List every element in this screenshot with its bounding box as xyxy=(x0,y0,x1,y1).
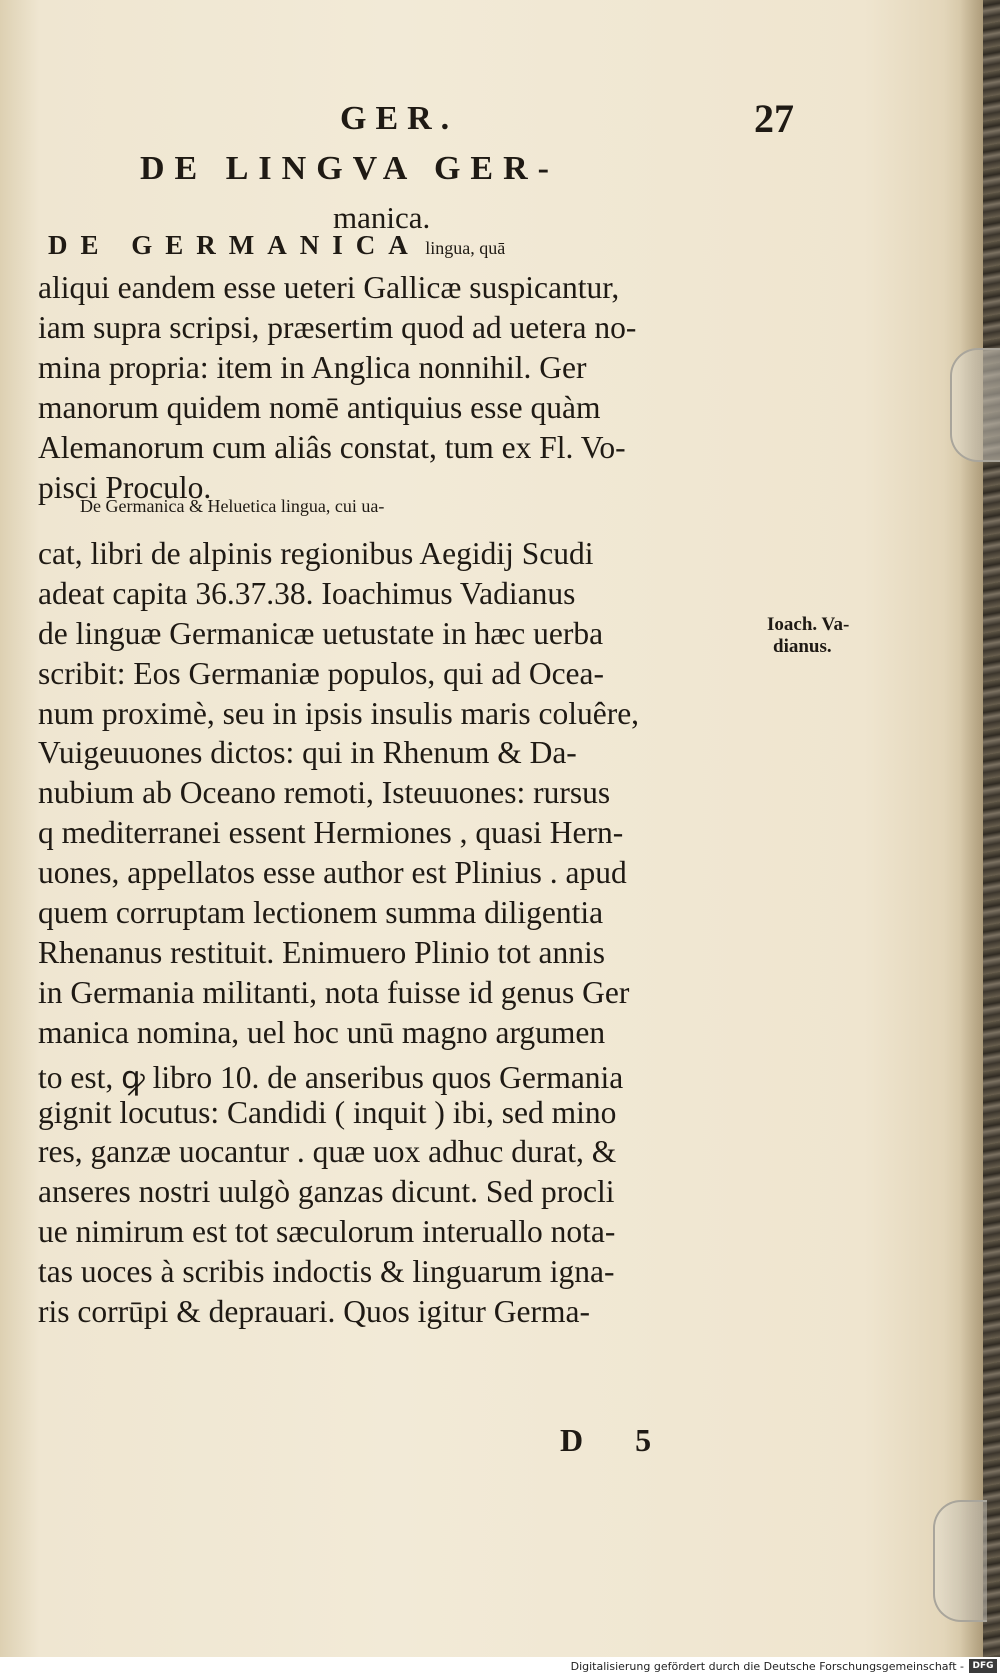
margin-note xyxy=(767,614,917,658)
text-line: cat, libri de alpinis regionibus Aegidij Scudi xyxy=(38,535,594,571)
text-line-rest: lingua, quā xyxy=(420,238,506,258)
text-line: scribit: Eos Germaniæ populos, qui ad Ocea- xyxy=(38,655,605,691)
text-line: to est, ꝙ libro 10. de anseribus quos Germania xyxy=(38,1059,624,1095)
lead-capitals: DE GERMANICA xyxy=(48,230,421,260)
text-line: anseres nostri uulgò ganzas dicunt. Sed procli xyxy=(38,1174,615,1210)
text-line: nubium ab Oceano remoti, Isteuuones: rursus xyxy=(38,775,611,811)
text-line: ris corrūpi & deprauari. Quos igitur Germa- xyxy=(38,1294,590,1329)
margin-note-line: dianus. xyxy=(773,636,832,657)
text-line: quem corruptam lectionem summa diligentia xyxy=(38,895,604,930)
text-line: gignit locutus: Candidi ( inquit ) ibi, sed mino xyxy=(38,1094,617,1130)
page-clip xyxy=(933,1500,987,1622)
text-line: num proximè, seu in ipsis insulis maris coluêre, xyxy=(38,695,640,731)
text-line: de linguæ Germanicæ uetustate in hæc uerba xyxy=(38,615,604,651)
text-line: in Germania militanti, nota fuisse id genus Ger xyxy=(38,974,630,1010)
page-number: 27 xyxy=(754,96,794,141)
text-line: iam supra scripsi, præsertim quod ad uetera no- xyxy=(38,310,637,345)
page-clip xyxy=(950,348,1000,462)
text-line xyxy=(48,230,770,261)
section-title: DE LINGVA GER- xyxy=(140,150,559,187)
text-line: Rhenanus restituit. Enimuero Plinio tot annis xyxy=(38,934,605,970)
book-cover-edge xyxy=(983,0,1000,1660)
funding-notice: Digitalisierung gefördert durch die Deutsche Forschungsgemeinschaft - xyxy=(570,1660,964,1673)
text-line: Vuigeuuones dictos: qui in Rhenum & Da- xyxy=(38,735,577,771)
text-line: res, ganzæ uocantur . quæ uox adhuc durat, & xyxy=(38,1134,617,1170)
text-line: q mediterranei essent Hermiones , quasi Hern- xyxy=(38,815,624,851)
text-line: De Germanica & Heluetica lingua, cui ua- xyxy=(80,496,385,516)
page-edge-shadow xyxy=(960,0,984,1657)
dfg-logo: DFG xyxy=(969,1659,997,1673)
text-line: manorum quidem nomē antiquius esse quàm xyxy=(38,390,601,425)
running-header: GER. xyxy=(340,100,459,137)
text-line: adeat capita 36.37.38. Ioachimus Vadianus xyxy=(38,575,576,611)
text-line: uones, appellatos esse author est Plinius . apud xyxy=(38,855,627,891)
text-line: Alemanorum cum aliâs constat, tum ex Fl. Vo- xyxy=(38,430,626,465)
text-line: ue nimirum est tot sæculorum interuallo nota- xyxy=(38,1214,616,1250)
text-line: mina propria: item in Anglica nonnihil. Ger xyxy=(38,350,587,385)
section-title-continued: manica. xyxy=(333,200,431,235)
text-line: tas uoces à scribis indoctis & linguarum igna- xyxy=(38,1254,615,1290)
text-line: aliqui eandem esse ueteri Gallicæ suspicantur, xyxy=(38,270,620,305)
signature-mark: D 5 xyxy=(560,1422,674,1458)
text-line: pisci Proculo. xyxy=(38,470,212,505)
margin-note-line: Ioach. Va- xyxy=(767,614,850,635)
text-line: manica nomina, uel hoc unū magno argumen xyxy=(38,1014,606,1050)
